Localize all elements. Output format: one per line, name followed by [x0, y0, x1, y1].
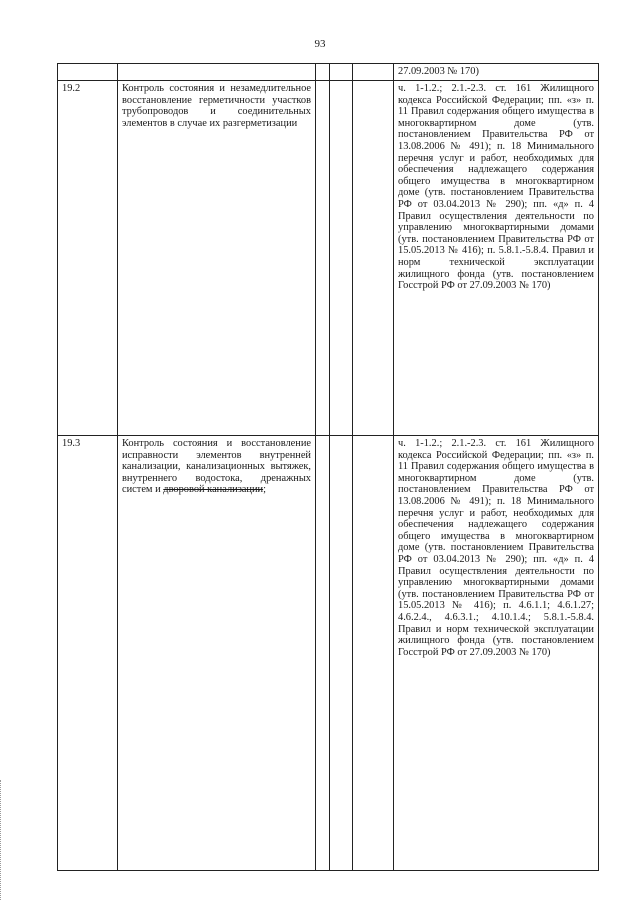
- cell-empty: [316, 436, 330, 871]
- cell-number: [58, 64, 118, 81]
- row-description: Контроль состояния и незамедлительное восстановление герметичности участков трубопроводов и соединительных элементов в случае их разгерметизации: [118, 81, 316, 436]
- cell-description: [118, 64, 316, 81]
- cell-empty: [330, 81, 353, 436]
- cell-empty: [353, 64, 394, 81]
- row-number: 19.3: [58, 436, 118, 871]
- cell-empty: [316, 64, 330, 81]
- scan-edge-mark: [0, 780, 7, 900]
- description-text: Контроль состояния и восстановление исправности элементов внутренней канализации, канализационных вытяжек, внутреннего водостока, дренажных систем и: [122, 438, 311, 496]
- page-number: 93: [314, 38, 326, 50]
- cell-empty: [330, 64, 353, 81]
- cell-basis: 27.09.2003 № 170): [394, 64, 599, 81]
- row-number: 19.2: [58, 81, 118, 436]
- row-legal-basis: ч. 1-1.2.; 2.1.-2.3. ст. 161 Жилищного кодекса Российской Федерации; пп. «з» п. 11 Правил содержания общего имущества в многоквартирном доме (утв. постановлением Правительства РФ от 13.08.2006 № 491); п. 18 Минимального перечня услуг и работ, необходимых для обеспечения надлежащего содержания общего имущества в многоквартирном доме (утв. постановлением Правительства РФ от 03.04.2013 № 290); пп. «д» п. 4 Правил осуществления деятельности по управлению многоквартирными домами (утв. постановлением Правительства РФ от 15.05.2013 № 416); п. 4.6.1.1; 4.6.1.27; 4.6.2.4., 4.6.3.1.; 4.10.1.4.; 5.8.1.-5.8.4. Правил и норм технической эксплуатации жилищного фонда (утв. постановлением Госстрой РФ от 27.09.2003 № 170): [394, 436, 599, 871]
- cell-empty: [316, 81, 330, 436]
- table-row-19-3: [58, 436, 599, 871]
- description-end: ;: [263, 484, 266, 496]
- row-legal-basis: ч. 1-1.2.; 2.1.-2.3. ст. 161 Жилищного кодекса Российской Федерации; пп. «з» п. 11 Правил содержания общего имущества в многоквартирном доме (утв. постановлением Правительства РФ от 13.08.2006 № 491); п. 18 Минимального перечня услуг и работ, необходимых для обеспечения надлежащего содержания общего имущества в многоквартирном доме (утв. постановлением Правительства РФ от 03.04.2013 № 290); пп. «д» п. 4 Правил осуществления деятельности по управлению многоквартирными домами (утв. постановлением Правительства РФ от 15.05.2013 № 416); п. 5.8.1.-5.8.4. Правил и норм технической эксплуатации жилищного фонда (утв. постановлением Госстрой РФ от 27.09.2003 № 170): [394, 81, 599, 436]
- cell-empty: [330, 436, 353, 871]
- struck-text: дворовой канализации: [163, 484, 264, 496]
- table-row-19-2: [58, 81, 599, 436]
- row-description: [118, 436, 316, 871]
- table-row-continuation: [58, 64, 599, 81]
- works-table: [57, 63, 599, 871]
- cell-empty: [353, 81, 394, 436]
- cell-empty: [353, 436, 394, 871]
